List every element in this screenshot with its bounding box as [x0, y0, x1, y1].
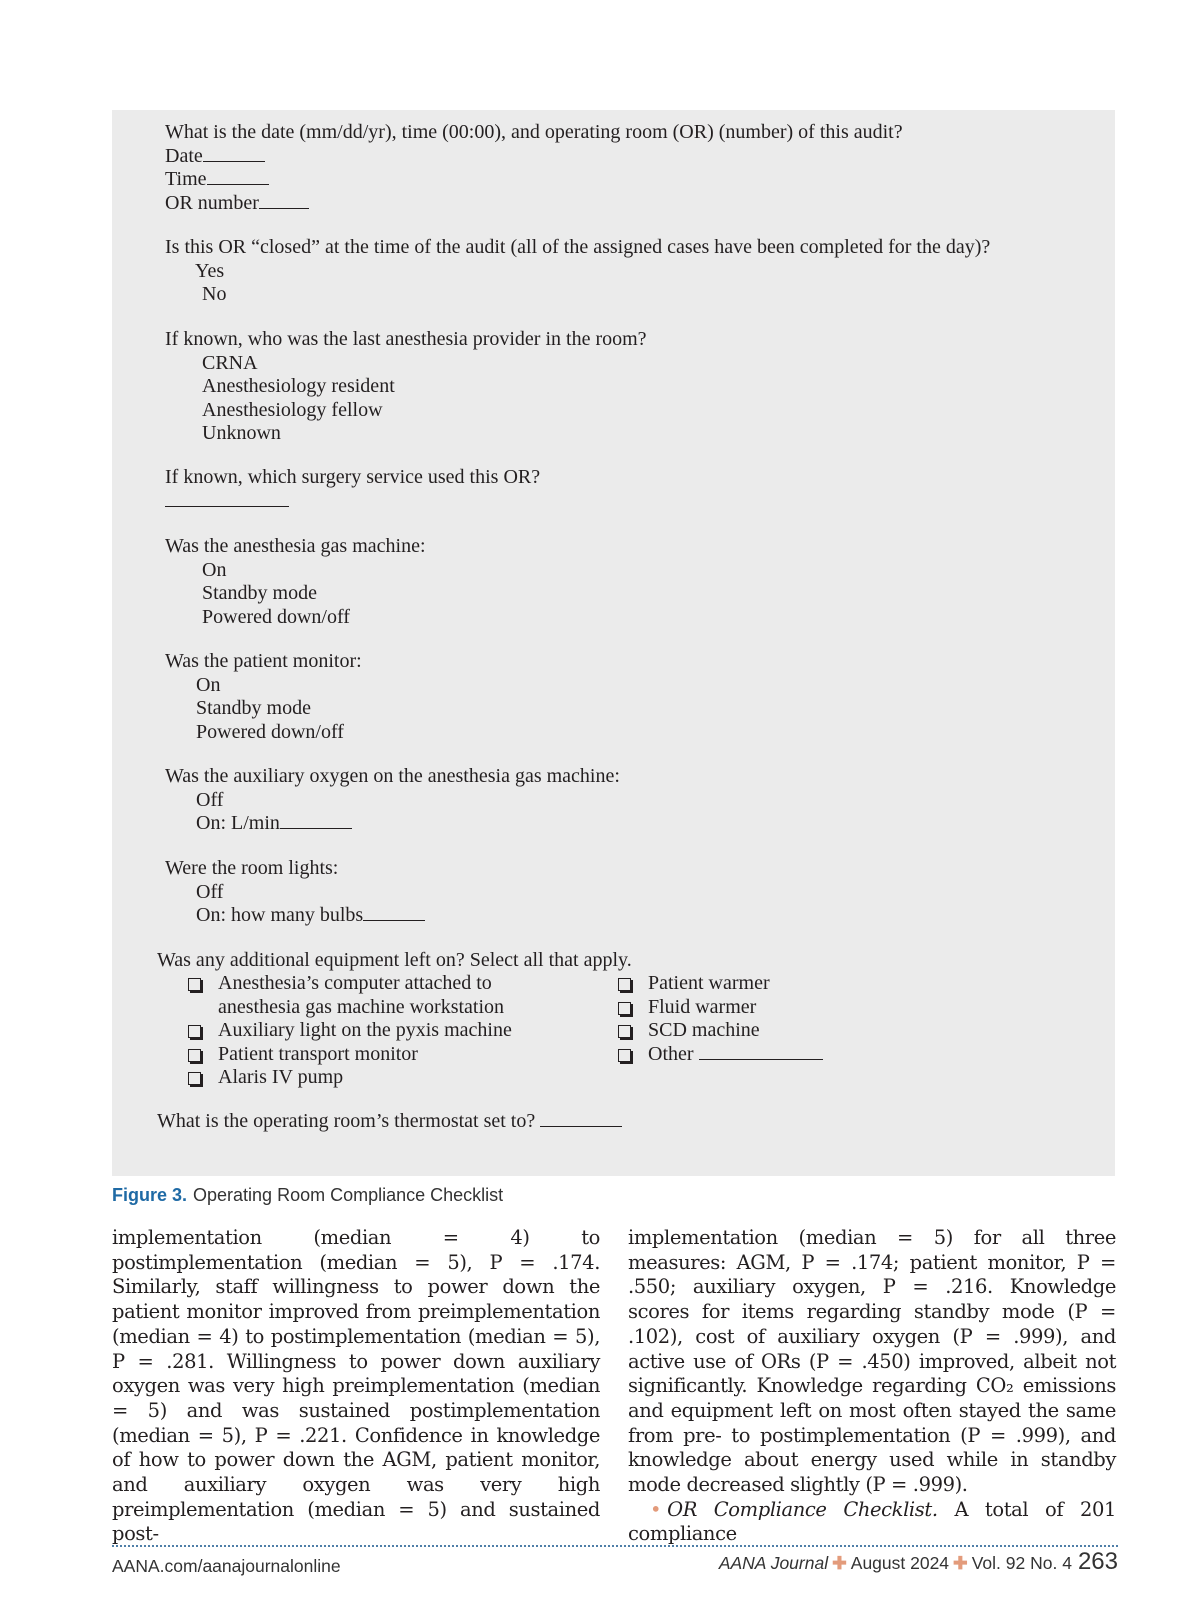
issue-date: August 2024	[850, 1553, 950, 1573]
option-yes: Yes	[195, 259, 225, 282]
question-prompt: Was any additional equipment left on? Select all that apply.	[157, 949, 632, 971]
checkbox-icon	[188, 1049, 201, 1062]
question-date-time-or	[165, 121, 903, 215]
checkbox-icon	[618, 1049, 631, 1062]
option-off: Powered down/off	[202, 605, 350, 628]
option-resident: Anesthesiology resident	[202, 375, 395, 398]
journal-name: AANA Journal	[718, 1553, 829, 1573]
checkbox-icon	[188, 1072, 201, 1085]
checklist-item: Patient transport monitor	[188, 1043, 512, 1067]
option-standby: Standby mode	[202, 582, 317, 605]
figure-caption	[112, 1185, 503, 1206]
plus-icon: ✚	[953, 1553, 968, 1573]
paragraph-text: implementation (median = 5) for all three measures: AGM, P = .174; patient monitor, P = .550; auxiliary oxygen, P = .216. Knowledge scores for items regarding standby mode (P = .102), cost of auxiliary oxygen (P = .999), and active use of ORs (P = .450) improved, albeit not significantly. Knowledge regarding CO₂ emissions and equipment left on most often stayed the same from pre- to postimplementation (P = .999), and knowledge about energy used while in standby mode decreased slightly (P = .999).	[628, 1226, 1116, 1497]
option-on-lmin: On: L/min	[165, 812, 620, 836]
question-prompt: Was the patient monitor:	[165, 650, 362, 672]
field-time: Time	[165, 168, 903, 192]
question-gas-machine	[165, 535, 426, 629]
checklist-item: Alaris IV pump	[188, 1066, 512, 1090]
checklist-item: Patient warmer	[618, 972, 823, 996]
section-heading: OR Compliance Checklist.	[667, 1497, 938, 1521]
option-off: Off	[196, 880, 224, 903]
bullet-icon: •	[650, 1497, 662, 1521]
question-thermostat	[157, 1110, 622, 1134]
field-date: Date	[165, 145, 903, 169]
caption-text: Operating Room Compliance Checklist	[193, 1185, 504, 1205]
question-last-provider	[165, 328, 647, 446]
figure-3-checklist	[112, 110, 1115, 1176]
option-on-bulbs: On: how many bulbs	[165, 904, 425, 928]
page-number: 263	[1077, 1548, 1118, 1575]
option-on: On	[196, 673, 221, 696]
checkbox-icon	[618, 1002, 631, 1015]
checklist-item: Other	[618, 1043, 823, 1067]
checkbox-icon	[188, 1025, 201, 1038]
option-off: Off	[196, 788, 224, 811]
checklist-item: Auxiliary light on the pyxis machine	[188, 1019, 512, 1043]
issue-number: No. 4	[1030, 1553, 1072, 1573]
question-or-closed	[165, 236, 990, 307]
checklist-item: Fluid warmer	[618, 996, 823, 1020]
checklist-item: Anesthesia’s computer attached to	[188, 972, 512, 996]
option-no: No	[202, 283, 227, 306]
checklist-item-continued: anesthesia gas machine workstation	[218, 995, 505, 1018]
question-prompt: Was the auxiliary oxygen on the anesthesia gas machine:	[165, 765, 620, 787]
checkbox-icon	[618, 978, 631, 991]
footer-citation	[719, 1548, 1118, 1576]
question-surgery-service	[165, 466, 540, 513]
question-prompt: If known, which surgery service used this OR?	[165, 466, 541, 488]
option-crna: CRNA	[202, 351, 258, 374]
answer-blank	[165, 490, 540, 514]
equipment-list-left	[188, 972, 512, 1090]
question-auxiliary-oxygen	[165, 765, 620, 836]
option-standby: Standby mode	[196, 697, 311, 720]
option-on: On	[202, 558, 227, 581]
body-column-left: implementation (median = 4) to postimplementation (median = 5), P = .174. Similarly, staff willingness to power down the patient monitor improved from preimplementation (median = 4) to postimplementation (median = 5), P = .281. Willingness to power down auxiliary oxygen was very high preimplementation (median = 5) and was sustained postimplementation (median = 5), P = .221. Confidence in knowledge of how to power down the AGM, patient monitor, and auxiliary oxygen was very high preimplementation (median = 5) and sustained post-	[112, 1226, 600, 1546]
question-additional-equipment	[157, 949, 632, 973]
question-prompt: If known, who was the last anesthesia provider in the room?	[165, 328, 647, 350]
checkbox-icon	[618, 1025, 631, 1038]
option-off: Powered down/off	[196, 720, 344, 743]
volume: Vol. 92	[971, 1553, 1026, 1573]
option-fellow: Anesthesiology fellow	[202, 398, 383, 421]
caption-label: Figure 3.	[112, 1185, 188, 1205]
body-column-right	[628, 1226, 1116, 1547]
question-prompt: Were the room lights:	[165, 857, 339, 879]
checklist-item: SCD machine	[618, 1019, 823, 1043]
paragraph-text: A total of 201 compliance	[628, 1497, 1116, 1546]
equipment-list-right	[618, 972, 823, 1066]
question-patient-monitor	[165, 650, 362, 744]
plus-icon: ✚	[832, 1553, 847, 1573]
question-prompt: Is this OR “closed” at the time of the audit (all of the assigned cases have been completed for the day)?	[165, 236, 991, 258]
footer-divider	[112, 1545, 1118, 1547]
question-prompt: Was the anesthesia gas machine:	[165, 535, 426, 557]
question-prompt: What is the operating room’s thermostat set to?	[157, 1110, 536, 1132]
question-room-lights	[165, 857, 425, 928]
footer-url[interactable]: AANA.com/aanajournalonline	[112, 1556, 341, 1576]
checkbox-icon	[188, 978, 201, 991]
option-unknown: Unknown	[202, 422, 281, 445]
question-prompt: What is the date (mm/dd/yr), time (00:00), and operating room (OR) (number) of this audit?	[165, 121, 903, 143]
field-or-number: OR number	[165, 192, 903, 216]
